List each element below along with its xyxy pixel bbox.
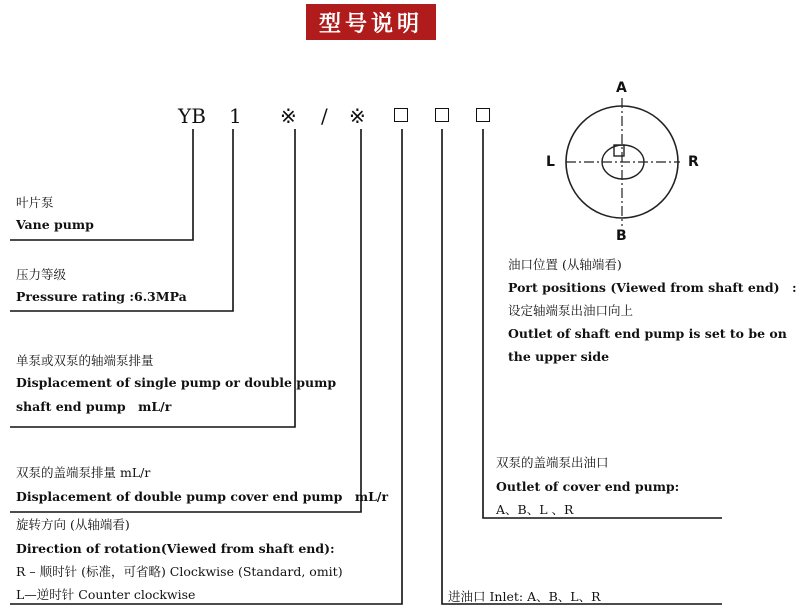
displacement-single-en2: shaft end pump mL/r [16,399,172,414]
title-badge: 型号说明 [306,4,436,40]
vane-en: Vane pump [16,217,94,232]
displacement-single-cn: 单泵或双泵的轴端泵排量 [16,353,154,368]
cover-outlet-options: A、B、L 、R [496,502,574,517]
rotation-l: L—逆时针 Counter clockwise [16,587,196,602]
rotation-en: Direction of rotation(Viewed from shaft end): [16,541,335,556]
displacement-single-en1: Displacement of single pump or double pump [16,375,337,390]
rotation-cn: 旋转方向 (从轴端看) [16,517,130,532]
rotation-r: R – 顺时针 (标准，可省略) Clockwise (Standard, omit) [16,564,343,579]
inlet-text: 进油口 Inlet: A、B、L、R [448,589,601,604]
port-label-b: B [616,228,627,244]
model-code-yb: YB [178,104,206,128]
pressure-cn: 压力等级 [16,267,67,282]
port-positions-cn: 油口位置 (从轴端看) [508,257,622,272]
model-code-mark1: ※ [280,104,297,128]
port-label-r: R [688,154,699,170]
port-label-a: A [616,80,627,96]
model-code-one: 1 [229,104,242,128]
port-label-l: L [546,154,555,170]
vane-cn: 叶片泵 [16,195,54,210]
port-positions-en3: the upper side [508,349,610,364]
model-code-mark2: ※ [349,104,366,128]
port-positions-cn2: 设定轴端泵出油口向上 [508,303,634,318]
cover-outlet-cn: 双泵的盖端泵出油口 [496,455,609,470]
port-diagram [566,98,680,226]
cover-outlet-en: Outlet of cover end pump: [496,479,680,494]
displacement-cover-en: Displacement of double pump cover end pump mL/r [16,489,389,504]
port-positions-en: Port positions (Viewed from shaft end) : [508,280,797,295]
pressure-en: Pressure rating :6.3MPa [16,289,187,304]
model-code-slash: / [321,104,328,128]
displacement-cover-cn: 双泵的盖端泵排量 mL/r [16,465,151,480]
port-positions-en2: Outlet of shaft end pump is set to be on [508,326,787,341]
